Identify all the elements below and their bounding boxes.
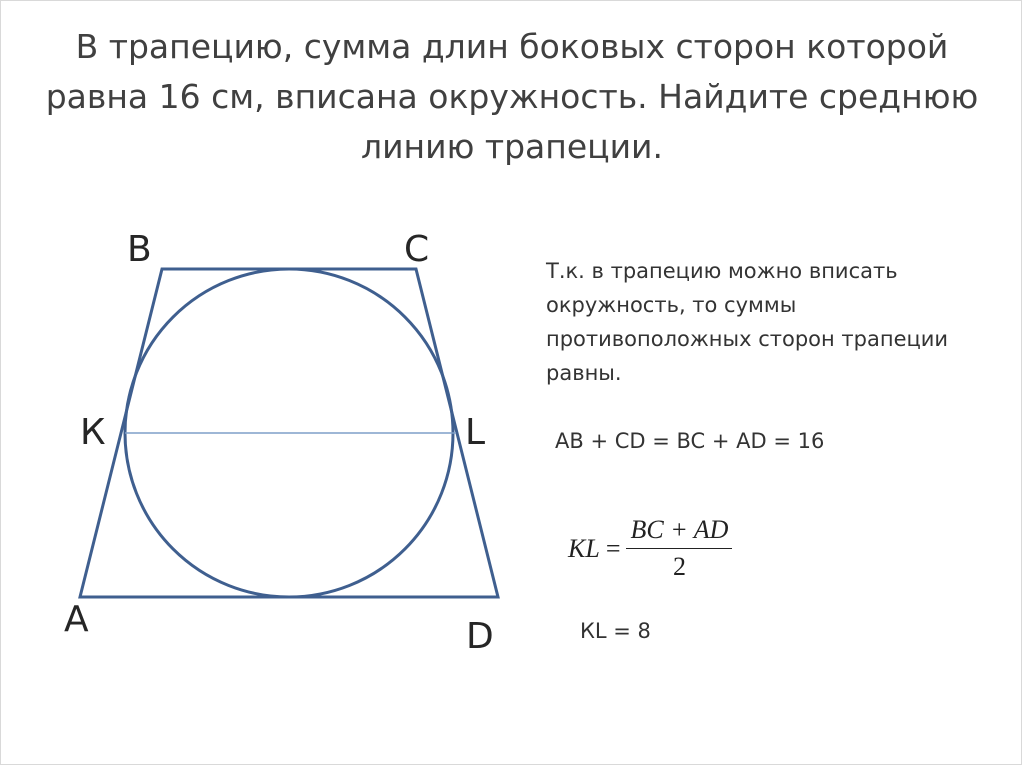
- formula-fraction: [626, 515, 732, 584]
- vertex-label-b: B: [127, 229, 152, 270]
- formula-equals: =: [605, 534, 621, 563]
- formula-lhs: KL: [568, 534, 600, 563]
- explanation-text: [546, 254, 996, 390]
- explanation-line-2: окружность, то суммы: [546, 293, 797, 317]
- title-line-3: линию трапеции.: [361, 127, 663, 166]
- vertex-label-k: К: [80, 412, 106, 453]
- explanation-line-3: противоположных сторон трапеции: [546, 327, 949, 351]
- sides-sum-equation: AB + CD = BC + AD = 16: [555, 429, 825, 453]
- title-line-2: равна 16 см, вписана окружность. Найдите среднюю: [45, 77, 979, 116]
- midline-formula: [568, 514, 732, 584]
- explanation-line-1: Т.к. в трапецию можно вписать: [546, 259, 898, 283]
- explanation-line-4: равны.: [546, 361, 622, 385]
- title-line-1: В трапецию, сумма длин боковых сторон которой: [75, 27, 949, 66]
- vertex-label-a: A: [64, 599, 89, 640]
- formula-numerator: BC + AD: [630, 514, 729, 544]
- vertex-label-d: D: [466, 616, 494, 657]
- vertex-label-c: C: [404, 229, 430, 270]
- vertex-label-l: L: [465, 412, 486, 453]
- formula-denominator: 2: [672, 552, 686, 582]
- result-value: КL = 8: [580, 619, 651, 643]
